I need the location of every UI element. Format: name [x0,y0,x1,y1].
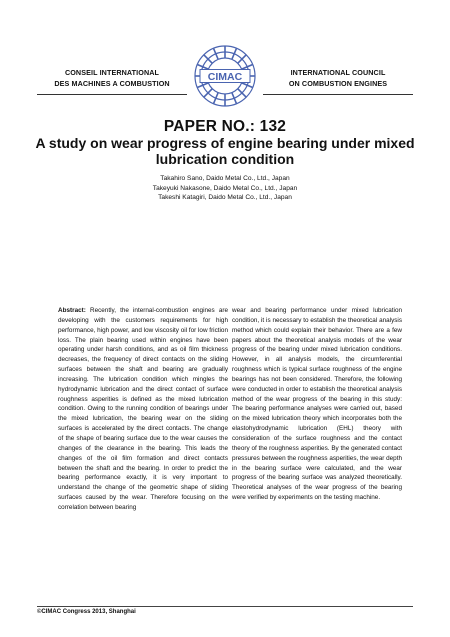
header-left-rule [37,94,187,95]
header-right-line1: INTERNATIONAL COUNCIL [290,68,386,77]
abstract-right-text: wear and bearing performance under mixed lubrication condition, it is necessary to establish the theoretical analysis method which could explain their behavior. There are a few papers about the theoretical analysis models of the wear progress of the bearing under mixed lubrication conditions. However, in all analysis models, the circumferential roughness which is typical surface roughness of the engine bearings has not been considered. Therefore, the following were conducted in order to establish the theoretical analysis method of the wear progress of the bearing in this study: The bearing performance analyses were carried out, based on the mixed lubrication theory which incorporates both the elastohydrodynamic lubrication (EHL) theory with consideration of the surface roughness and the contact theory of the roughness asperities. By the generated contact pressures between the roughness asperities, the wear depth in the bearing surface were calculated, and the wear progress of the bearing surface was analyzed theoretically. Theoretical analyses of the wear progress of the bearing were verified by experiments on the testing machine. [232,307,402,502]
paper-title: A study on wear progress of engine bearing under mixed lubrication condition [35,135,415,167]
cimac-logo-icon [193,44,257,108]
footer-rule [37,606,413,607]
header-right-rule [263,94,413,95]
abstract-right-column [232,306,402,503]
header-right-organization [263,67,413,89]
author-1: Takahiro Sano, Daido Metal Co., Ltd., Japan [160,175,290,182]
header-left-line2: DES MACHINES A COMBUSTION [54,79,170,88]
header-right-line2: ON COMBUSTION ENGINES [288,79,388,88]
abstract-left-column [58,306,228,513]
abstract-label: Abstract: [58,307,86,314]
logo-text: CIMAC [207,70,243,83]
author-list [0,174,450,203]
paper-number: PAPER NO.: 132 [163,118,287,135]
author-2: Takeyuki Nakasone, Daido Metal Co., Ltd., Japan [152,184,298,192]
abstract-left-text: Recently, the internal-combustion engines are developing with the customers requirements for high performance, high power, and low viscosity oil for low friction loss. The plain bearing used within engines have been operating under harsh conditions, and as oil film thickness decreases, the frequency of direct contacts on the sliding surfaces between the shaft and bearing are gradually increasing. The lubrication condition which mingles the hydrodynamic lubrication and the direct contact of surface roughness asperities is defined as the mixed lubrication condition. Owing to the running condition of bearings under the mixed lubrication, the bearing wear on the sliding surfaces is accelerated by the direct contacts. The change of the shape of bearing surface due to the wear causes the changes of the clearance in the bearing. This leads the changes of the oil film formation and direct contacts between the shaft and the bearing. In order to predict the bearing performance exactly, it is very important to understand the change of the geometric shape of sliding surfaces caused by the wear. Therefore focusing on the correlation between bearing [58,307,228,511]
author-3: Takeshi Katagiri, Daido Metal Co., Ltd., Japan [158,194,292,202]
header-left-line1: CONSEIL INTERNATIONAL [64,68,160,77]
footer-copyright: ©CIMAC Congress 2013, Shanghai [37,609,136,615]
header-left-organization [37,67,187,89]
